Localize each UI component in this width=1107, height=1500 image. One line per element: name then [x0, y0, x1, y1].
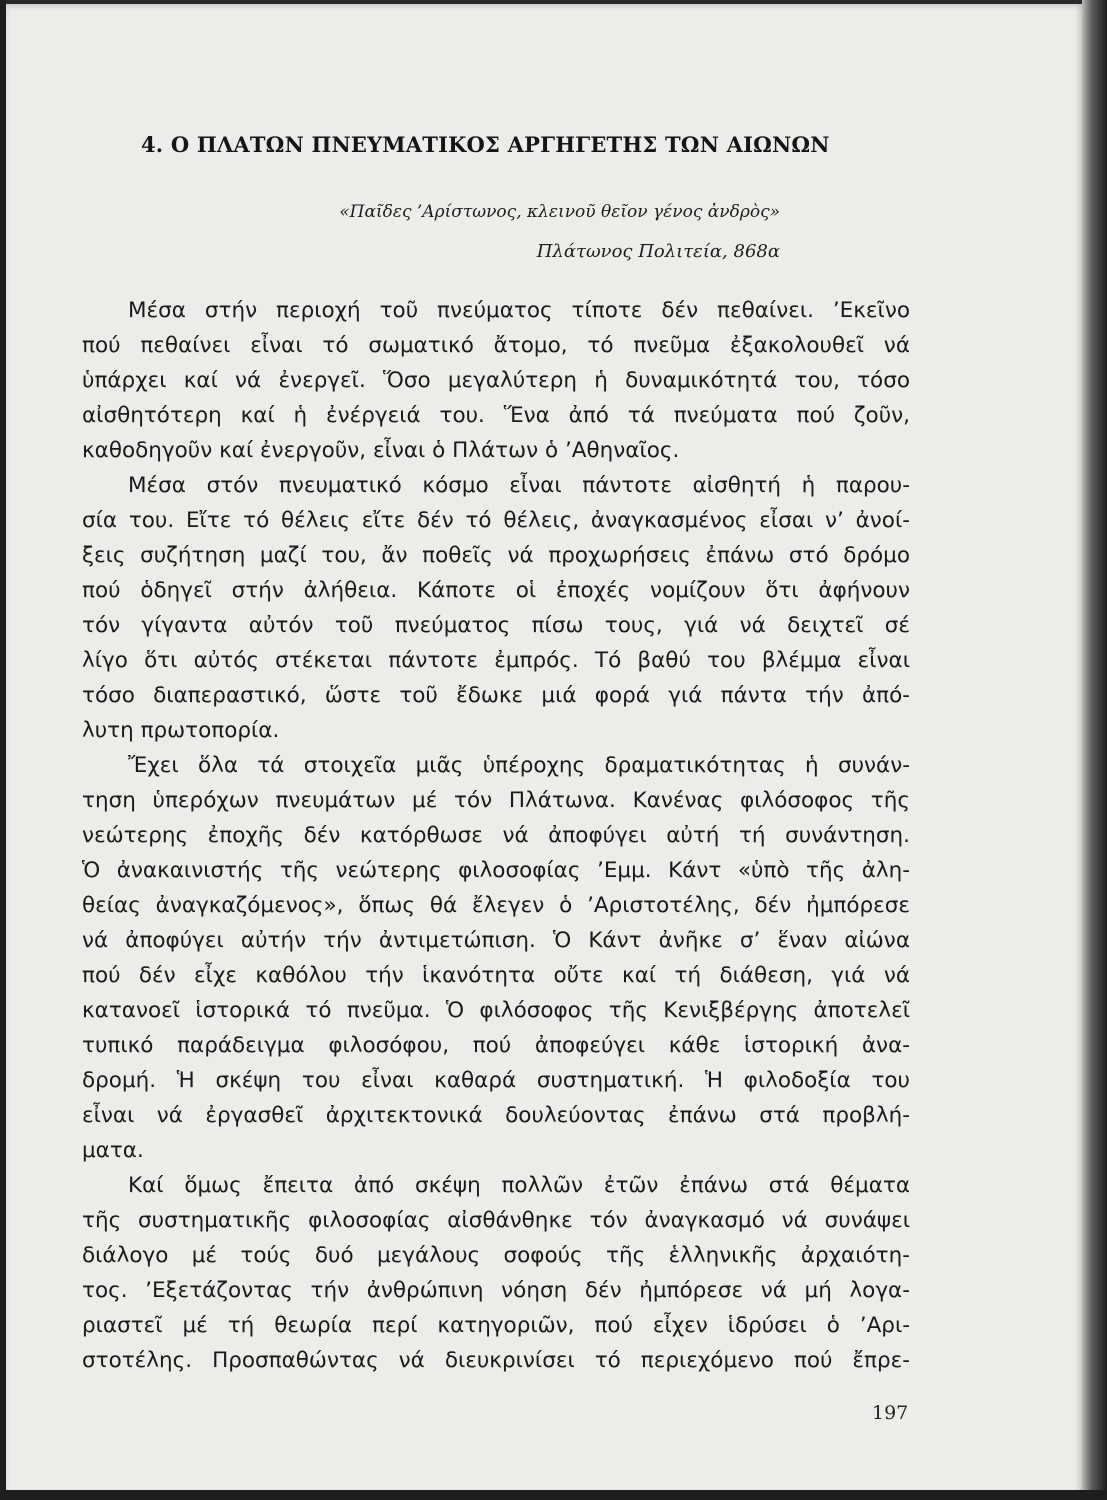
text-line: σία του. Εἴτε τό θέλεις εἴτε δέν τό θέλεις, ἀναγκασμένος εἶσαι ν’ ἀνοί- [82, 508, 910, 533]
text-line: θείας ἀναγκαζόμενος», ὅπως θά ἔλεγεν ὁ ’Αριστοτέλης, δέν ἠμπόρεσε [82, 893, 910, 918]
text-line: ξεις συζήτηση μαζί του, ἄν ποθεῖς νά προχωρήσεις ἐπάνω στό δρόμο [82, 543, 910, 568]
book-page [6, 4, 1082, 1494]
scan-right-border [1082, 0, 1107, 1500]
text-line: Καί ὅμως ἔπειτα ἀπό σκέψη πολλῶν ἐτῶν ἐπάνω στά θέματα [128, 1173, 910, 1198]
text-line: τόν γίγαντα αὐτόν τοῦ πνεύματος πίσω τους, γιά νά δειχτεῖ σέ [82, 613, 910, 638]
text-line: αἰσθητότερη καί ἡ ἐνέργειά του. Ἕνα ἀπό τά πνεύματα πού ζοῦν, [82, 403, 910, 428]
scan-bottom-border [0, 1490, 1107, 1500]
text-line: ριαστεῖ μέ τή θεωρία περί κατηγοριῶν, πού εἶχεν ἱδρύσει ὁ ’Αρι- [82, 1313, 910, 1338]
text-line: ματα. [82, 1138, 144, 1163]
page-number: 197 [872, 1402, 909, 1424]
text-line: ὑπάρχει καί νά ἐνεργεῖ. Ὅσο μεγαλύτερη ἡ δυναμικότητά του, τόσο [82, 368, 910, 393]
text-line: νά ἀποφύγει αὐτήν τήν ἀντιμετώπιση. Ὁ Κάντ ἀνῆκε σ’ ἕναν αἰώνα [82, 928, 910, 953]
text-line: Ὁ ἀνακαινιστής τῆς νεώτερης φιλοσοφίας ’Εμμ. Κάντ «ὑπὸ τῆς ἀλη- [82, 858, 910, 883]
text-line: Μέσα στήν περιοχή τοῦ πνεύματος τίποτε δέν πεθαίνει. ’Εκεῖνο [128, 298, 910, 323]
text-line: νεώτερης ἐποχῆς δέν κατόρθωσε νά ἀποφύγει αὐτή τή συνάντηση. [82, 823, 910, 848]
text-line: κατανοεῖ ἱστορικά τό πνεῦμα. Ὁ φιλόσοφος τῆς Κενιξβέργης ἀποτελεῖ [82, 998, 910, 1023]
text-line: τος. ’Εξετάζοντας τήν ἀνθρώπινη νόηση δέν ἠμπόρεσε νά μή λογα- [82, 1278, 910, 1303]
text-line: τηση ὑπερόχων πνευμάτων μέ τόν Πλάτωνα. Κανένας φιλόσοφος τῆς [82, 788, 910, 813]
chapter-title: 4. Ο ΠΛΑΤΩΝ ΠΝΕΥΜΑΤΙΚΟΣ ΑΡΓΗΓΕΤΗΣ ΤΩΝ ΑΙΩΝΩΝ [141, 132, 830, 157]
text-line: στοτέλης. Προσπαθώντας νά διευκρινίσει τό περιεχόμενο πού ἔπρε- [82, 1348, 910, 1373]
text-line: καθοδηγοῦν καί ἐνεργοῦν, εἶναι ὁ Πλάτων ὁ ’Αθηναῖος. [82, 438, 680, 463]
text-line: διάλογο μέ τούς δυό μεγάλους σοφούς τῆς ἑλληνικῆς ἀρχαιότη- [82, 1243, 910, 1268]
text-line: τῆς συστηματικῆς φιλοσοφίας αἰσθάνθηκε τόν ἀναγκασμό νά συνάψει [82, 1208, 910, 1233]
text-line: δρομή. Ἡ σκέψη του εἶναι καθαρά συστηματική. Ἡ φιλοδοξία του [82, 1068, 910, 1093]
text-line: τυπικό παράδειγμα φιλοσόφου, πού ἀποφεύγει κάθε ἱστορική ἀνα- [82, 1033, 910, 1058]
body-text [82, 293, 910, 1378]
text-line: Ἔχει ὅλα τά στοιχεῖα μιᾶς ὑπέροχης δραματικότητας ἡ συνάν- [128, 753, 910, 778]
text-line: Μέσα στόν πνευματικό κόσμο εἶναι πάντοτε αἰσθητή ἡ παρου- [128, 473, 910, 498]
text-line: πού ὁδηγεῖ στήν ἀλήθεια. Κάποτε οἱ ἐποχές νομίζουν ὅτι ἀφήνουν [82, 578, 910, 603]
text-line: εἶναι νά ἐργασθεῖ ἀρχιτεκτονικά δουλεύοντας ἐπάνω στά προβλή- [82, 1103, 910, 1128]
text-line: λίγο ὅτι αὐτός στέκεται πάντοτε ἐμπρός. Τό βαθύ του βλέμμα εἶναι [82, 648, 910, 673]
epigraph-source: Πλάτωνος Πολιτεία, 868α [536, 241, 780, 262]
text-line: τόσο διαπεραστικό, ὥστε τοῦ ἔδωκε μιά φορά γιά πάντα τήν ἀπό- [82, 683, 910, 708]
text-line: λυτη πρωτοπορία. [82, 718, 280, 743]
epigraph-quote: «Παῖδες ’Αρίστωνος, κλεινοῦ θεῖον γένος ἀνδρὸς» [339, 202, 780, 222]
text-line: πού δέν εἶχε καθόλου τήν ἱκανότητα οὔτε καί τή διάθεση, γιά νά [82, 963, 910, 988]
text-line: πού πεθαίνει εἶναι τό σωματικό ἄτομο, τό πνεῦμα ἐξακολουθεῖ νά [82, 333, 910, 358]
